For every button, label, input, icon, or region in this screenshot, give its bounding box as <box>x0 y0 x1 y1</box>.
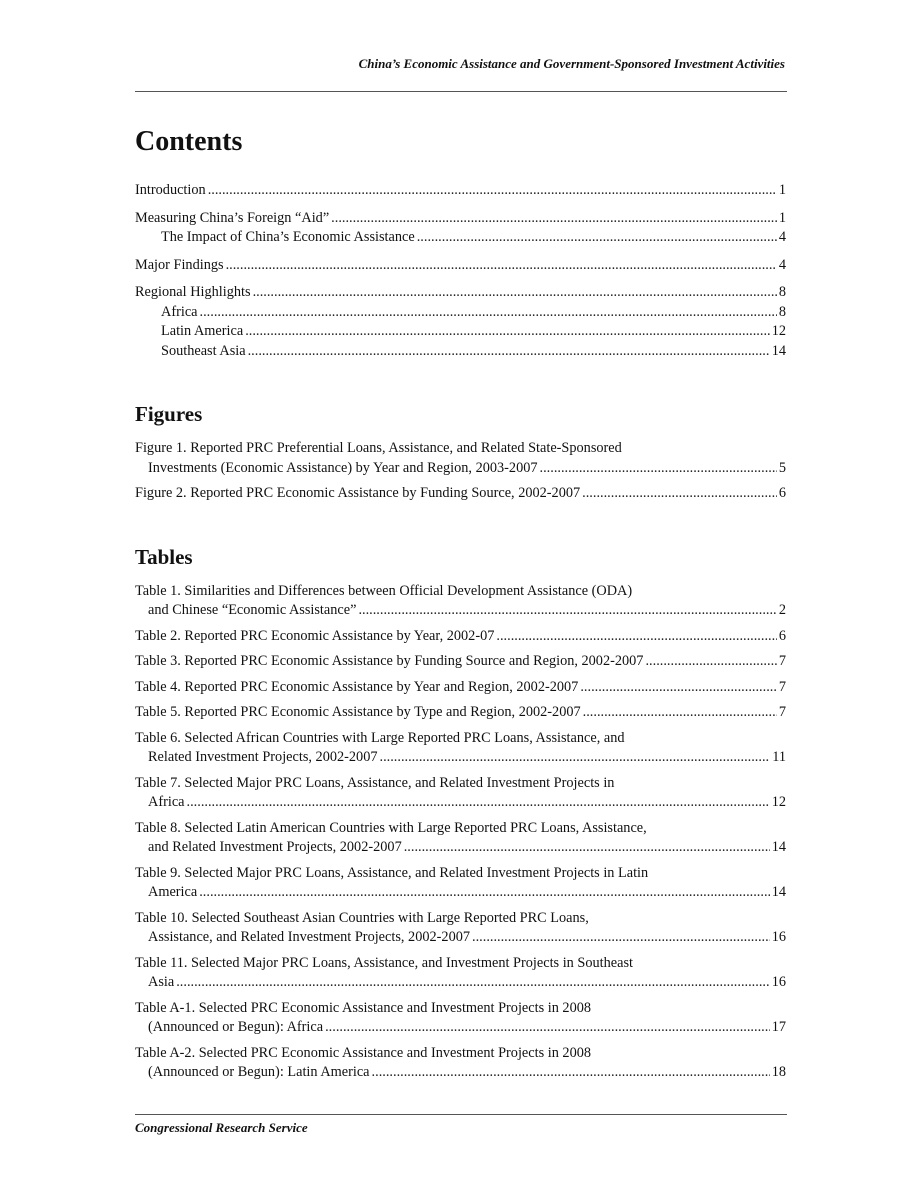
table-entry[interactable] <box>135 909 786 948</box>
table-entry-title-cont: Africa <box>148 794 185 810</box>
table-entry-title: Table 7. Selected Major PRC Loans, Assistance, and Related Investment Projects in <box>135 774 615 791</box>
figures-heading: Figures <box>135 402 203 426</box>
toc-entry-page: 12 <box>771 323 786 339</box>
table-entry-title: Table 10. Selected Southeast Asian Countries with Large Reported PRC Loans, <box>135 909 589 926</box>
toc-entry-title: Measuring China’s Foreign “Aid” <box>135 209 330 226</box>
dot-leader <box>583 703 777 723</box>
tables-section <box>135 544 786 1083</box>
toc-entry-page: 8 <box>778 303 786 320</box>
table-entry-title-cont: and Related Investment Projects, 2002-2007 <box>148 839 402 855</box>
dot-leader <box>325 1018 770 1038</box>
contents-heading: Contents <box>135 126 243 157</box>
toc-entry-page: 1 <box>778 182 786 198</box>
dot-leader <box>404 838 770 858</box>
dot-leader <box>199 883 769 903</box>
table-entry[interactable] <box>135 999 786 1038</box>
dot-leader <box>582 484 777 504</box>
dot-leader <box>187 793 770 813</box>
dot-leader <box>253 283 777 303</box>
figure-entry[interactable] <box>135 484 786 504</box>
dot-leader <box>372 1063 770 1083</box>
table-entry-page: 14 <box>771 839 786 855</box>
dot-leader <box>380 748 771 768</box>
dot-leader <box>248 342 770 362</box>
toc-entry[interactable] <box>135 181 786 201</box>
toc-entry[interactable] <box>135 209 786 229</box>
table-entry-title-cont: Asia <box>148 974 175 990</box>
dot-leader <box>472 928 770 948</box>
toc-subentry[interactable] <box>135 228 786 248</box>
table-entry-page: 17 <box>771 1019 786 1035</box>
table-entry-title: Table 8. Selected Latin American Countries with Large Reported PRC Loans, Assistance, <box>135 819 647 836</box>
table-entry-title: Table 5. Reported PRC Economic Assistance by Type and Region, 2002-2007 <box>135 704 581 720</box>
table-entry[interactable] <box>135 954 786 993</box>
table-entry-page: 2 <box>778 602 786 618</box>
dot-leader <box>176 973 769 993</box>
table-entry-title-cont: and Chinese “Economic Assistance” <box>148 602 357 618</box>
dot-leader <box>540 459 777 479</box>
toc-entry-title: Major Findings <box>135 256 224 273</box>
toc-entry-title: Latin America <box>161 323 244 339</box>
table-entry[interactable] <box>135 729 786 768</box>
running-header: China’s Economic Assistance and Government-Sponsored Investment Activities <box>358 56 785 71</box>
figures-section <box>135 401 786 504</box>
dot-leader <box>208 181 777 201</box>
table-entry-title-cont: (Announced or Begun): Latin America <box>148 1064 370 1080</box>
table-entry[interactable] <box>135 652 786 672</box>
table-entry-title-cont: (Announced or Begun): Africa <box>148 1019 324 1035</box>
toc-content <box>135 125 786 1083</box>
table-entry-title: Table A-2. Selected PRC Economic Assistance and Investment Projects in 2008 <box>135 1044 592 1061</box>
dot-leader <box>226 256 777 276</box>
table-entry-title: Table 6. Selected African Countries with Large Reported PRC Loans, Assistance, and <box>135 729 625 746</box>
toc-entry-title: Regional Highlights <box>135 284 251 300</box>
toc-subentry[interactable] <box>135 322 786 342</box>
table-entry[interactable] <box>135 774 786 813</box>
figure-entry-page: 5 <box>778 459 786 476</box>
dot-leader <box>417 228 777 248</box>
table-entry[interactable] <box>135 627 786 647</box>
figure-entry[interactable] <box>135 439 786 478</box>
dot-leader <box>496 627 776 647</box>
toc-entry-title: Southeast Asia <box>161 342 246 359</box>
dot-leader <box>200 303 777 323</box>
table-entry-page: 12 <box>771 794 786 810</box>
table-entry[interactable] <box>135 819 786 858</box>
table-entry[interactable] <box>135 703 786 723</box>
dot-leader <box>331 209 777 229</box>
dot-leader <box>645 652 776 672</box>
running-footer: Congressional Research Service <box>135 1120 308 1135</box>
table-entry-title: Table 1. Similarities and Differences between Official Development Assistance (ODA) <box>135 582 633 599</box>
toc-entry-title: The Impact of China’s Economic Assistance <box>161 229 415 245</box>
table-entry-page: 7 <box>778 678 786 695</box>
table-entry-page: 14 <box>771 884 786 900</box>
footer-rule <box>135 1114 787 1115</box>
tables-heading: Tables <box>135 544 193 569</box>
header-rule <box>135 91 787 92</box>
table-entry-page: 6 <box>778 627 786 644</box>
toc-entry-title: Introduction <box>135 182 206 198</box>
table-entry-title: Table 3. Reported PRC Economic Assistance by Funding Source and Region, 2002-2007 <box>135 653 644 669</box>
contents-section <box>135 125 786 361</box>
table-entry-page: 18 <box>771 1064 786 1080</box>
table-entry-title-cont: Assistance, and Related Investment Projects, 2002-2007 <box>148 929 471 945</box>
toc-entry[interactable] <box>135 283 786 303</box>
toc-entry-page: 1 <box>778 209 786 226</box>
table-entry-title: Table A-1. Selected PRC Economic Assistance and Investment Projects in 2008 <box>135 999 592 1016</box>
figure-entry-title: Figure 1. Reported PRC Preferential Loans, Assistance, and Related State-Sponsored <box>135 440 622 456</box>
dot-leader <box>245 322 770 342</box>
toc-entry[interactable] <box>135 256 786 276</box>
table-entry-title-cont: Related Investment Projects, 2002-2007 <box>148 749 378 765</box>
toc-entry-page: 14 <box>771 342 786 359</box>
table-entry[interactable] <box>135 1044 786 1083</box>
dot-leader <box>358 601 776 621</box>
table-entry[interactable] <box>135 582 786 621</box>
figure-entry-title-cont: Investments (Economic Assistance) by Year and Region, 2003-2007 <box>148 459 538 476</box>
table-entry-page: 16 <box>771 974 786 990</box>
toc-subentry[interactable] <box>135 303 786 323</box>
table-entry-page: 7 <box>778 704 786 720</box>
toc-entry-title: Africa <box>161 303 198 320</box>
table-entry[interactable] <box>135 864 786 903</box>
table-entry-title: Table 2. Reported PRC Economic Assistance by Year, 2002-07 <box>135 627 495 644</box>
toc-entry-page: 4 <box>778 256 786 273</box>
toc-entry-page: 4 <box>778 229 786 245</box>
table-entry[interactable] <box>135 678 786 698</box>
table-entry-page: 16 <box>771 929 786 945</box>
table-entry-page: 7 <box>778 653 786 669</box>
table-entry-title: Table 9. Selected Major PRC Loans, Assistance, and Related Investment Projects in Latin <box>135 864 649 881</box>
toc-entry-page: 8 <box>778 284 786 300</box>
table-entry-title: Table 11. Selected Major PRC Loans, Assistance, and Investment Projects in Southeast <box>135 954 633 971</box>
figure-entry-page: 6 <box>778 485 786 501</box>
figure-entry-title: Figure 2. Reported PRC Economic Assistance by Funding Source, 2002-2007 <box>135 485 581 501</box>
table-entry-title-cont: America <box>148 884 198 900</box>
dot-leader <box>580 678 777 698</box>
table-entry-title: Table 4. Reported PRC Economic Assistance by Year and Region, 2002-2007 <box>135 678 579 695</box>
toc-subentry[interactable] <box>135 342 786 362</box>
table-entry-page: 11 <box>772 749 786 765</box>
